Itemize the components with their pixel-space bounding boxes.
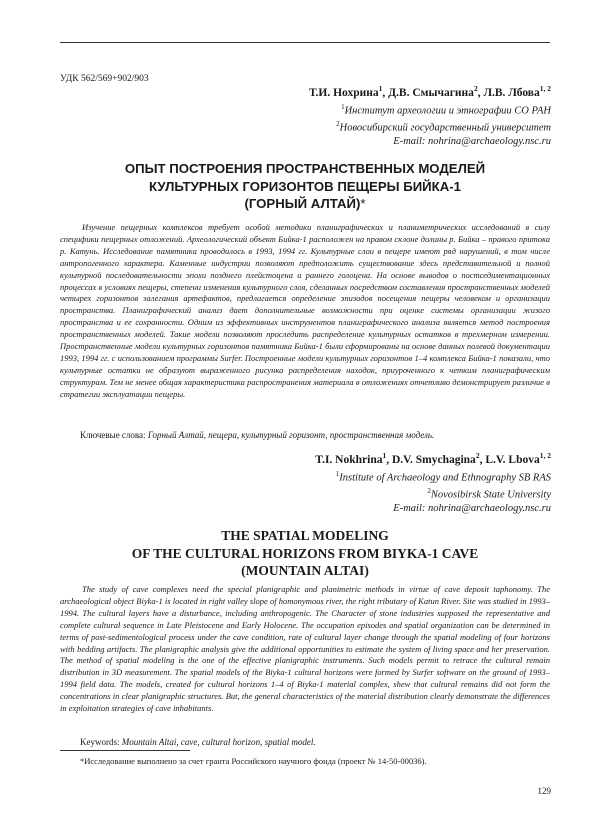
- title-en-line-2: OF THE CULTURAL HORIZONS FROM BIYKA-1 CAVE: [131, 545, 479, 561]
- footnote-rule: [60, 750, 190, 751]
- affiliation-ru-2: $^2$Новосибирский государственный университет: [336, 120, 551, 134]
- keywords-en-value: Mountain Altai, cave, cultural horizon, spatial model.: [121, 737, 316, 747]
- abstract-en: The study of cave complexes need the special planigraphic and planimetric methods in virtue of cave deposit taphonomy. The archaeological object Biyka-1 is located in right valley slope of homonymous river, the right tributary of Katun River. Site was studied in 1993–1994. The cultural layers have a disturbance, including anthropogenic. The Character of stone industries supposed the representative and complete cultural sequence in Late Pleistocene and Early Holocene. The occupation episodes and spatial organization can be determined in terms of post-sedimentological process under the cave condition, rate of cultural layer change through the spatial modeling of four horizons with bedding artifacts. The planigraphic analysis give the additional opportunities to estimate the system of living space and her preservation. The method of spatial modeling is the one of the effective planigraphic instruments. Such models permit to retrace the cultural remain distribution in 3D measurement. The spatial models of the Biyka-1 cultural horizons were formed by Surfer software on the ground of 1993–1994 field data. The models, created for cultural horizons 1–4 of Biyka-1 material complex, shew that cultural remains did not form the concentrations in clear planigraphic structures. But, the general characteristics of the material distribution clearly demonstrate the differences in exploitation strategies of cave inhabitants.: [60, 584, 550, 714]
- title-en: [60, 527, 550, 580]
- header-rule: [60, 42, 550, 43]
- authors-ru: Т.И. Нохрина$^1$, Д.В. Смычагина$^2$, Л.В. Лбова$^{1, 2}$: [308, 84, 551, 99]
- footnote: *Исследование выполнено за счет гранта Российского научного фонда (проект № 14-50-00036).: [80, 756, 427, 766]
- author-en-2: D.V. Smychagina$^2$: [391, 451, 480, 466]
- title-ru: [60, 160, 550, 213]
- author-ru-2: Д.В. Смычагина$^2$: [388, 84, 478, 99]
- keywords-en-label: Keywords:: [80, 737, 120, 747]
- email-ru: E-mail: nohrina@archaeology.nsc.ru: [393, 136, 551, 147]
- affiliations-en: [336, 468, 551, 516]
- keywords-en: [80, 737, 550, 747]
- title-ru-line-3: (ГОРНЫЙ АЛТАЙ)*: [244, 196, 366, 211]
- authors-en: T.I. Nokhrina$^1$, D.V. Smychagina$^2$, L.V. Lbova$^{1, 2}$: [315, 451, 551, 466]
- title-en-line-1: THE SPATIAL MODELING: [221, 528, 389, 543]
- keywords-ru: [80, 430, 550, 440]
- page-number: 129: [537, 786, 551, 796]
- affiliation-en-1: $^1$Institute of Archaeology and Ethnography SB RAS: [335, 470, 551, 484]
- title-ru-line-1: ОПЫТ ПОСТРОЕНИЯ ПРОСТРАНСТВЕННЫХ МОДЕЛЕЙ: [124, 161, 486, 176]
- abstract-ru: Изучение пещерных комплексов требует особой методики планиграфических и планиметрических исследований в силу специфики пещерных отложений. Археологический объект Бийка-1 расположен на правом склоне долины р. Бийка – правого притока р. Катунь. Исследование памятника проводилось в 1993, 1994 гг. Культурные слои в пещере имеют ряд нарушений, в том числе антропогенного характера. Каменные индустрии позволяют предположить существование здесь представительной и полной культурной последовательности эпохи позднего плейстоцена и раннего голоцена. На основе выводов о постседиментационных процессах в условиях пещеры, степени изменения культурного слоя, сделанных посредством составления пространственных моделей четырех горизонтов залегания артефактов, предлагается определение эпизодов посещения пещеры человеком и организации пространства. Планиграфический анализ дает дополнительные возможности при оценке системы организации жизого пространства и ее сохранности. Одним из эффективных инструментов планиграфического анализа является метод построения пространственных моделей. Такие модели позволяют проследить распределение культурных остатков в трехмерном измерении. Пространственные модели культурных горизонтов памятника Бийка-1 были сформированы на основе данных полевой документации 1993, 1994 гг. с использованием программы Surfer. Построенные модели культурных горизонтов 1–4 комплекса Бийка-1 показали, что культурные остатки не образуют выраженного рисунка распределения находок, приуроченного к четким планиграфическим структурам. Тем не менее общая характеристика распространения материала в отложениях отчетливо демонстрирует различие в стратегии эксплуатации пещеры.: [60, 222, 550, 399]
- affiliations-ru: [336, 101, 551, 149]
- title-en-line-3: (MOUNTAIN ALTAI): [241, 563, 369, 578]
- author-en-1: T.I. Nokhrina$^1$: [315, 451, 387, 466]
- keywords-ru-value: Горный Алтай, пещера, культурный горизонт, пространственная модель.: [147, 430, 435, 440]
- author-ru-3: Л.В. Лбова$^{1, 2}$: [483, 84, 551, 99]
- affiliation-ru-1: $^1$Институт археологии и этнографии СО РАН: [341, 103, 551, 117]
- author-ru-1: Т.И. Нохрина$^1$: [308, 84, 383, 99]
- author-en-3: L.V. Lbova$^{1, 2}$: [485, 451, 551, 466]
- email-en: E-mail: nohrina@archaeology.nsc.ru: [393, 503, 551, 514]
- keywords-ru-label: Ключевые слова:: [80, 430, 146, 440]
- udc-code: УДК 562/569+902/903: [60, 74, 149, 84]
- affiliation-en-2: $^2$Novosibirsk State University: [427, 487, 551, 501]
- title-ru-line-2: КУЛЬТУРНЫХ ГОРИЗОНТОВ ПЕЩЕРЫ БИЙКА-1: [149, 178, 461, 194]
